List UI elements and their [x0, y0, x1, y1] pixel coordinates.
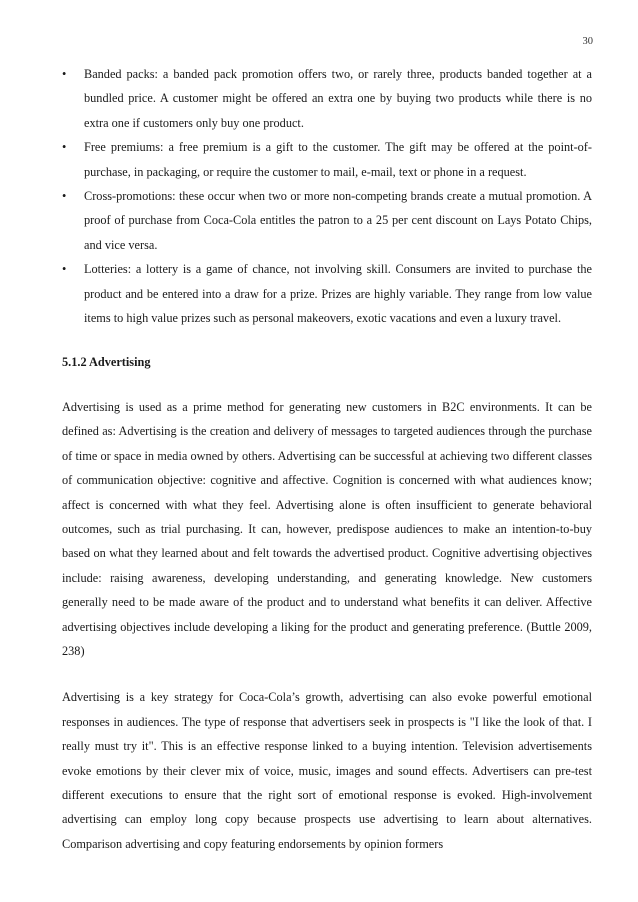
bullet-marker: •: [62, 140, 67, 155]
bullet-marker: •: [62, 262, 67, 277]
section-heading: 5.1.2 Advertising: [62, 355, 151, 370]
bullet-marker: •: [62, 189, 67, 204]
bullet-marker: •: [62, 67, 67, 81]
paragraph: Advertising is a key strategy for Coca-Cola’s growth, advertising can also evoke powerful emotional responses in audiences. The type of response that advertisers seek in prospects is "I like the look of that. I really must try it". This is an effective response linked to a buying intention. Television advertisements evoke emotions by their clever mix of voice, music, images and sound effects. Advertisers can pre-test different executions to ensure that the right sort of emotional response is evoked. High-involvement advertising can employ long copy because prospects use advertising to learn about alternatives. Comparison advertising and copy featuring endorsements by opinion formers: [62, 690, 592, 851]
list-item-text: Free premiums: a free premium is a gift to the customer. The gift may be offered at the point-of-purchase, in packaging, or require the customer to mail, e-mail, text or phone in a request.: [84, 140, 592, 179]
list-item: [62, 184, 592, 257]
paragraph: Advertising is used as a prime method for generating new customers in B2C environments. It can be defined as: Advertising is the creation and delivery of messages to targeted audiences through the purchase of time or space in media owned by others. Advertising can be successful at achieving two different classes of communication objective: cognitive and affective. Cognition is concerned with what audiences know; affect is concerned with what they feel. Advertising alone is often insufficient to generate behavioral outcomes, such as trial purchasing. It can, however, predispose audiences to make an intention-to-buy based on what they learned about and felt towards the advertised product. Cognitive advertising objectives include: raising awareness, developing understanding, and generating knowledge. New customers generally need to be made aware of the product and to understand what benefits it can deliver. Affective advertising objectives include developing a liking for the product and generating preference. (Buttle 2009, 238): [62, 399, 592, 658]
list-item-text: Banded packs: a banded pack promotion offers two, or rarely three, products banded together at a bundled price. A customer might be offered an extra one by buying two products while there is no extra one if customers only buy one product.: [84, 67, 592, 130]
list-item-text: Cross-promotions: these occur when two or more non-competing brands create a mutual promotion. A proof of purchase from Coca-Cola entitles the patron to a 25 per cent discount on Lays Potato Chips, and vice versa.: [84, 189, 592, 252]
page-content: [62, 62, 592, 856]
list-item: [62, 62, 592, 135]
list-item: [62, 257, 592, 330]
bullet-list: [62, 62, 592, 330]
page-number: 30: [582, 36, 593, 47]
list-item: [62, 135, 592, 184]
list-item-text: Lotteries: a lottery is a game of chance, not involving skill. Consumers are invited to purchase the product and be entered into a draw for a prize. Prizes are highly variable. They range from low value items to high value prizes such as personal makeovers, exotic vacations and even a luxury travel.: [84, 262, 592, 326]
